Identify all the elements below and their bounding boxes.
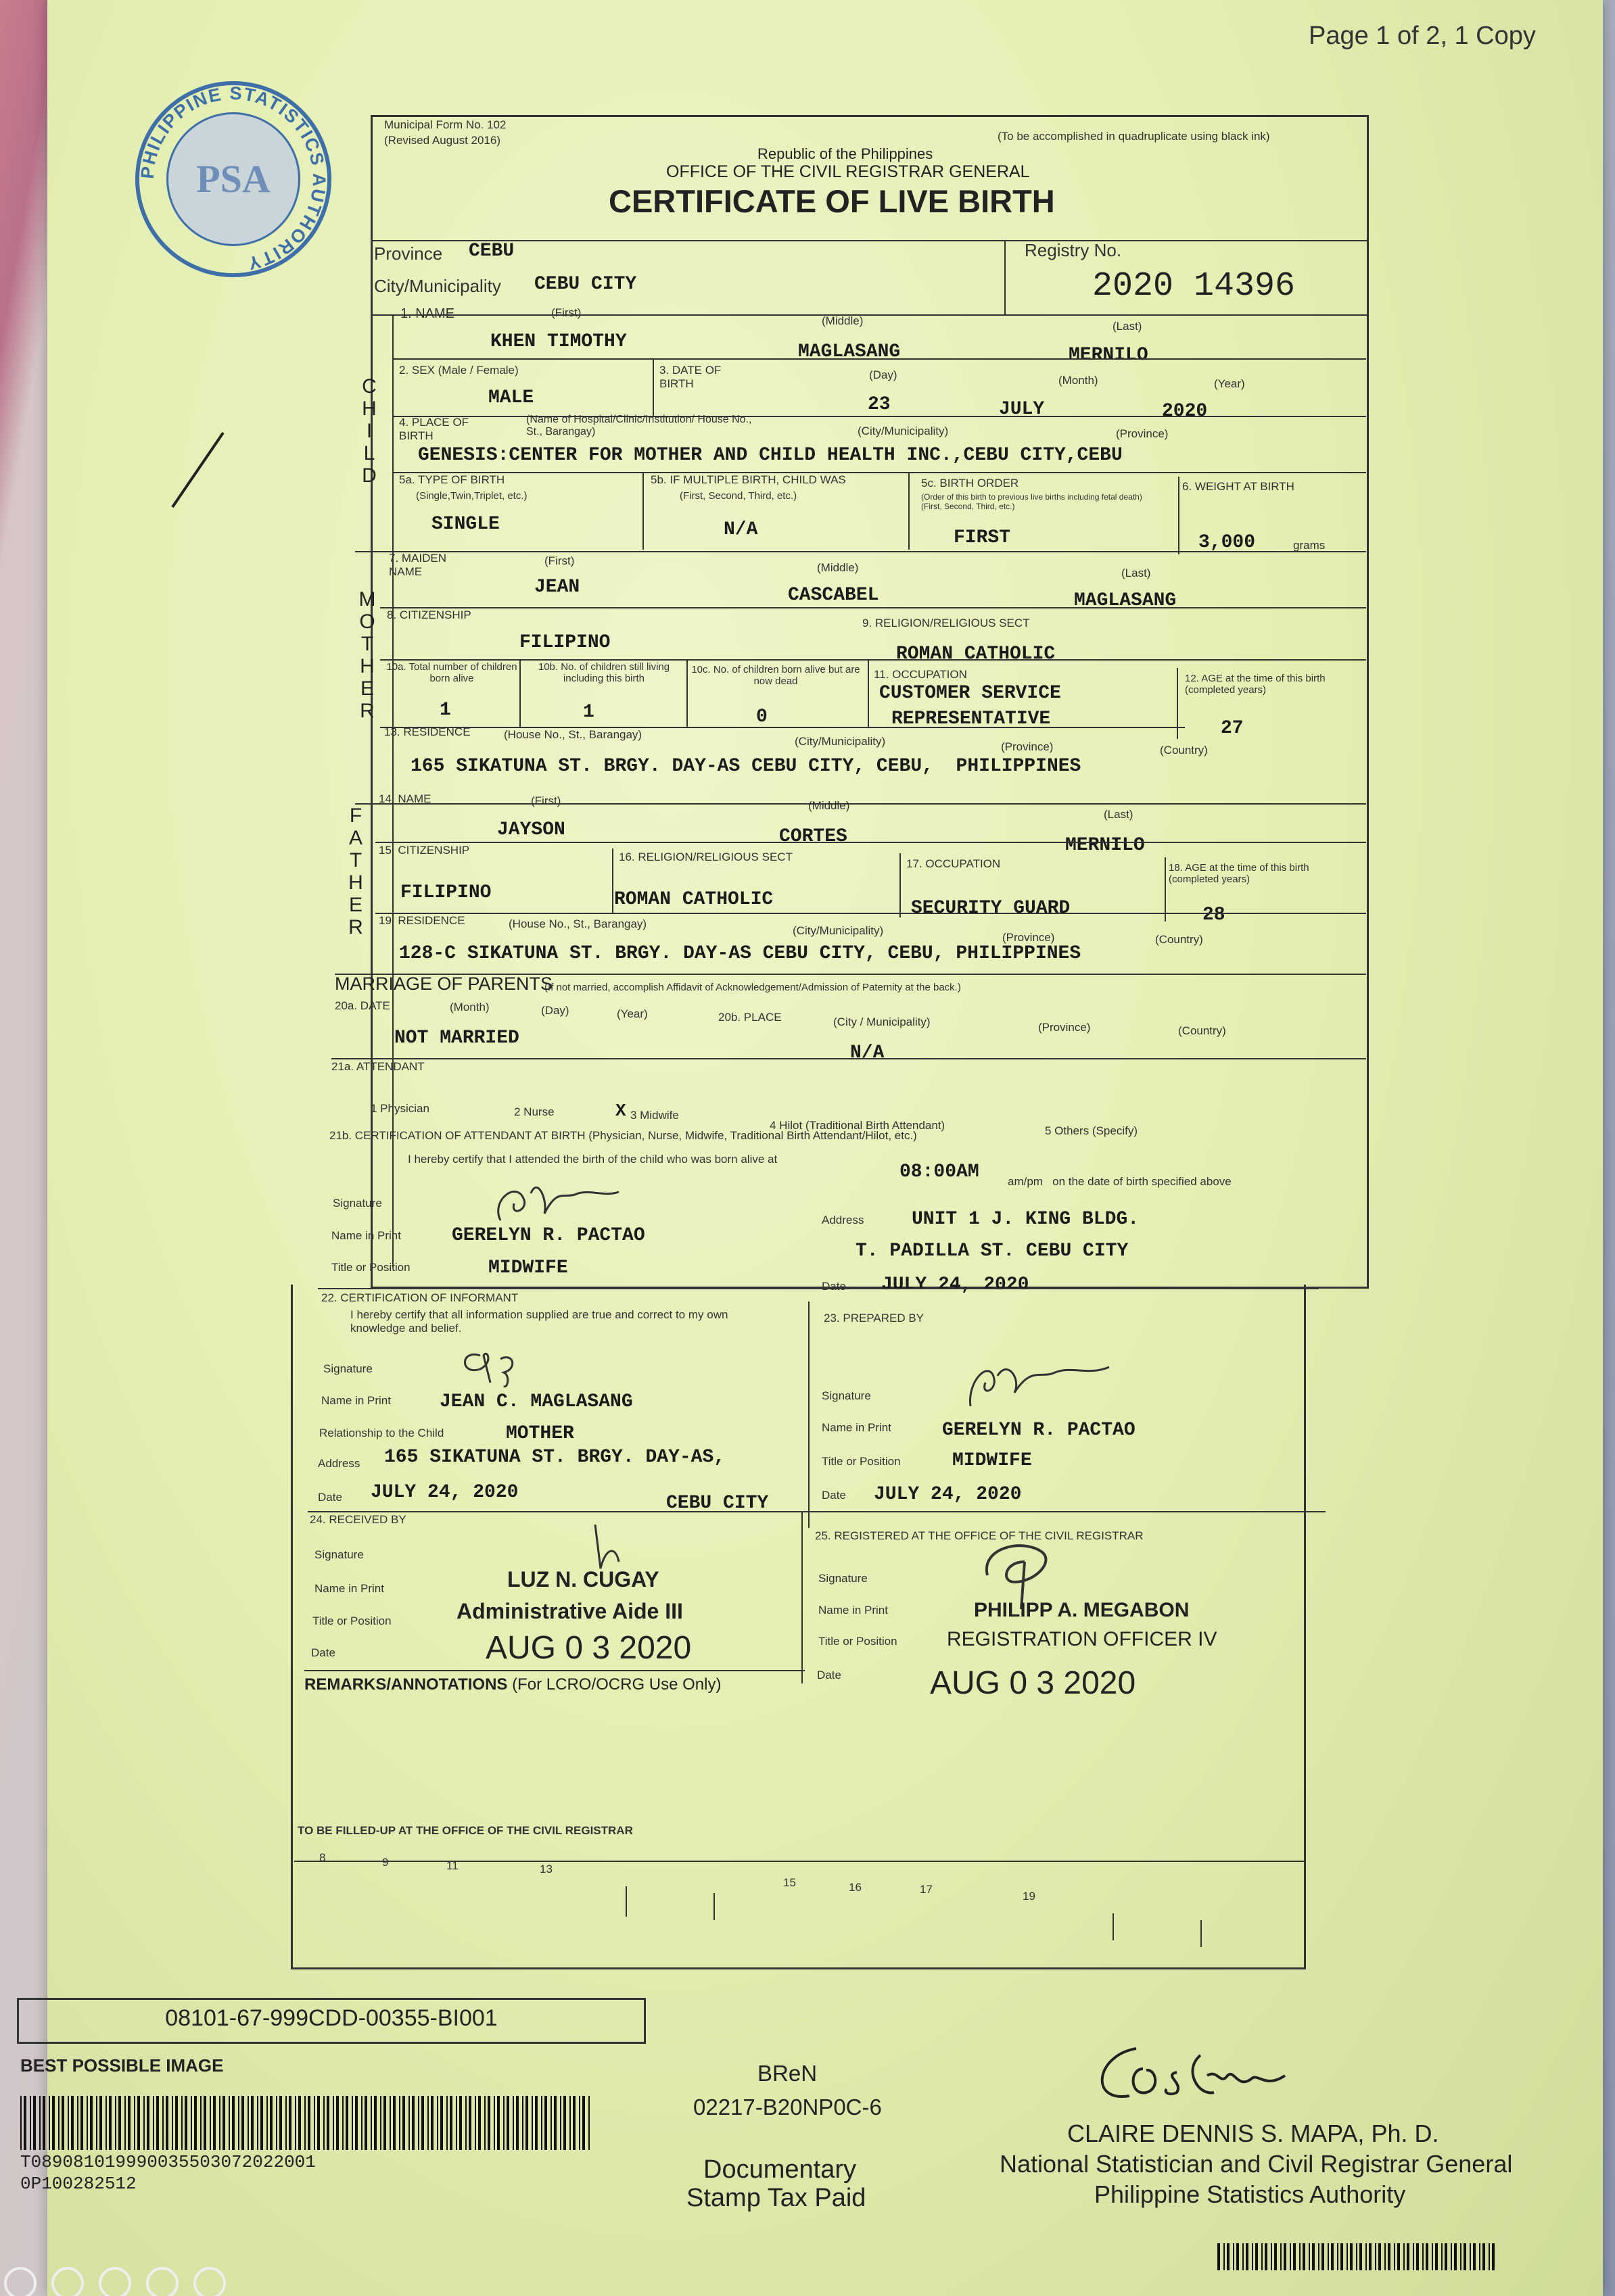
marriage-title: MARRIAGE OF PARENTS	[335, 974, 553, 994]
barcode-bar	[223, 2096, 225, 2150]
child-weight: 3,000	[1198, 532, 1256, 553]
mother-children-dead: 0	[756, 707, 768, 727]
barcode-bar	[260, 2096, 263, 2150]
barcode-bar	[232, 2096, 235, 2150]
barcode-bar	[374, 2096, 377, 2150]
child-multiple-birth: N/A	[724, 519, 758, 540]
barcode-bar	[1464, 2243, 1466, 2270]
bren-code: 02217-B20NP0C-6	[693, 2095, 882, 2120]
barcode-bar	[399, 2096, 400, 2150]
barcode-bar	[484, 2096, 486, 2150]
best-image-label: BEST POSSIBLE IMAGE	[20, 2055, 224, 2076]
barcode-bar	[39, 2096, 41, 2150]
fill-up-label: TO BE FILLED-UP AT THE OFFICE OF THE CIVIL REGISTRAR	[298, 1824, 633, 1837]
statistician-signature	[1082, 2028, 1339, 2116]
barcode-bar	[1460, 2243, 1461, 2270]
barcode-bar	[162, 2096, 164, 2150]
mother-occupation: CUSTOMER SERVICE	[879, 683, 1061, 704]
barcode-bar	[1271, 2243, 1272, 2270]
barcode-bar	[1489, 2243, 1490, 2270]
barcode-bar	[1337, 2243, 1338, 2270]
barcode-bar	[1321, 2243, 1324, 2270]
informant-relationship: MOTHER	[506, 1423, 574, 1444]
father-first-name: JAYSON	[497, 819, 565, 840]
signatory-org: Philippine Statistics Authority	[1094, 2180, 1406, 2208]
received-name: LUZ N. CUGAY	[507, 1567, 659, 1592]
barcode-bar	[1340, 2243, 1343, 2270]
mother-last-name: MAGLASANG	[1074, 590, 1177, 611]
barcode-bar	[427, 2096, 429, 2150]
barcode-bar	[1492, 2243, 1495, 2270]
barcode-bar	[544, 2096, 547, 2150]
barcode-bar	[204, 2096, 206, 2150]
barcode-bar	[115, 2096, 116, 2150]
barcode-bar	[1293, 2243, 1296, 2270]
barcode-bar	[87, 2096, 88, 2150]
barcode-bar	[20, 2096, 22, 2150]
mother-age: 27	[1221, 718, 1244, 739]
barcode-bar	[33, 2096, 36, 2150]
barcode-bar	[323, 2096, 325, 2150]
prepared-date: JULY 24, 2020	[874, 1484, 1022, 1505]
barcode-bar	[1356, 2243, 1357, 2270]
child-birth-order: FIRST	[954, 527, 1011, 548]
signatory-title: National Statistician and Civil Registrar General	[1000, 2150, 1513, 2178]
barcode-bar	[147, 2096, 149, 2150]
barcode-bar	[276, 2096, 277, 2150]
barcode-bar	[314, 2096, 315, 2150]
reference-number: 08101-67-999CDD-00355-BI001	[165, 2005, 498, 2031]
barcode-bar	[1479, 2243, 1480, 2270]
barcode-bar	[106, 2096, 107, 2150]
barcode-bar	[371, 2096, 372, 2150]
psa-seal: PSA PHILIPPINE STATISTICS AUTHORITY	[135, 81, 331, 277]
barcode-bar	[352, 2096, 353, 2150]
received-date: AUG 0 3 2020	[486, 1630, 692, 1666]
barcode-bar	[43, 2096, 45, 2150]
barcode-bar	[1394, 2243, 1395, 2270]
barcode-bar	[336, 2096, 339, 2150]
child-birth-year: 2020	[1162, 401, 1208, 422]
barcode-bar	[1432, 2243, 1433, 2270]
mother-residence: 165 SIKATUNA ST. BRGY. DAY-AS CEBU CITY, CEBU, PHILIPPINES	[411, 756, 1081, 777]
mother-side-label: M O T H E R	[358, 588, 376, 722]
barcode-bar	[308, 2096, 310, 2150]
barcode-bar	[437, 2096, 438, 2150]
informant-address-2: CEBU CITY	[666, 1493, 769, 1514]
barcode-bar	[1454, 2243, 1457, 2270]
barcode-bar	[238, 2096, 239, 2150]
child-place-of-birth: GENESIS:CENTER FOR MOTHER AND CHILD HEALTH INC.,CEBU CITY,CEBU	[418, 445, 1123, 466]
barcode-bar	[181, 2096, 183, 2150]
barcode-bar	[270, 2096, 273, 2150]
barcode-bar	[80, 2096, 83, 2150]
seal-ring-text: PHILIPPINE STATISTICS AUTHORITY	[137, 82, 330, 274]
barcode-bar	[24, 2096, 26, 2150]
informant-address-1: 165 SIKATUNA ST. BRGY. DAY-AS,	[384, 1447, 726, 1468]
small-barcode	[1217, 2243, 1501, 2270]
border-pattern	[0, 2262, 230, 2296]
barcode-bar	[1223, 2243, 1225, 2270]
page-note: Page 1 of 2, 1 Copy	[1309, 22, 1536, 50]
attendant-midwife-mark: X	[615, 1101, 626, 1121]
barcode-bar	[99, 2096, 102, 2150]
barcode-bar	[456, 2096, 457, 2150]
barcode-bar	[327, 2096, 329, 2150]
child-middle-name: MAGLASANG	[798, 341, 901, 362]
barcode-bar	[1403, 2243, 1405, 2270]
barcode-bar	[248, 2096, 249, 2150]
barcode-bar	[1303, 2243, 1305, 2270]
barcode-bar	[109, 2096, 112, 2150]
barcode-bar	[1359, 2243, 1362, 2270]
informant-date: JULY 24, 2020	[371, 1482, 519, 1503]
mother-middle-name: CASCABEL	[788, 585, 879, 606]
barcode-bar	[251, 2096, 254, 2150]
barcode-bar	[525, 2096, 528, 2150]
barcode-bar	[1482, 2243, 1485, 2270]
barcode-bar	[1261, 2243, 1263, 2270]
child-type-of-birth: SINGLE	[431, 514, 500, 535]
barcode-bar	[1369, 2243, 1372, 2270]
barcode-bar	[62, 2096, 64, 2150]
mother-religion: ROMAN CATHOLIC	[896, 644, 1056, 665]
barcode-bar	[516, 2096, 519, 2150]
barcode-bar	[90, 2096, 93, 2150]
barcode-bar	[582, 2096, 585, 2150]
attendant-name: GERELYN R. PACTAO	[452, 1225, 645, 1246]
barcode-bar	[365, 2096, 367, 2150]
barcode-bar	[1397, 2243, 1400, 2270]
father-religion: ROMAN CATHOLIC	[614, 889, 774, 910]
barcode-bar	[219, 2096, 220, 2150]
barcode-bar	[573, 2096, 576, 2150]
barcode-number-2: 0P100282512	[20, 2174, 137, 2194]
republic: Republic of the Philippines	[757, 145, 933, 162]
barcode-bar	[469, 2096, 471, 2150]
office: OFFICE OF THE CIVIL REGISTRAR GENERAL	[666, 162, 1030, 181]
barcode-bar	[361, 2096, 362, 2150]
marriage-place: N/A	[850, 1043, 885, 1063]
barcode-bar	[1236, 2243, 1239, 2270]
barcode-bar	[30, 2096, 31, 2150]
barcode-bar	[279, 2096, 282, 2150]
barcode-bar	[1265, 2243, 1267, 2270]
pen-mark	[166, 426, 233, 514]
barcode-bar	[393, 2096, 396, 2150]
attendant-address-1: UNIT 1 J. KING BLDG.	[912, 1209, 1140, 1230]
barcode-bar	[588, 2096, 590, 2150]
barcode-bar	[134, 2096, 135, 2150]
barcode-bar	[1470, 2243, 1471, 2270]
barcode-bar	[563, 2096, 566, 2150]
stamp-tax-1: Documentary	[703, 2155, 856, 2184]
barcode-bar	[551, 2096, 552, 2150]
barcode-bar	[52, 2096, 55, 2150]
barcode-bar	[1280, 2243, 1282, 2270]
barcode-bar	[431, 2096, 434, 2150]
father-middle-name: CORTES	[779, 826, 847, 847]
barcode-bar	[1274, 2243, 1277, 2270]
barcode-bar	[1227, 2243, 1230, 2270]
barcode-bar	[289, 2096, 291, 2150]
barcode-bar	[210, 2096, 211, 2150]
child-side-label: C H I L D	[362, 375, 377, 487]
attendant-title: MIDWIFE	[488, 1258, 568, 1278]
registered-title: REGISTRATION OFFICER IV	[947, 1628, 1217, 1650]
barcode-bar	[513, 2096, 514, 2150]
prepared-signature	[957, 1352, 1119, 1413]
barcode-bar	[355, 2096, 358, 2150]
barcode-bar	[346, 2096, 348, 2150]
barcode-bar	[257, 2096, 258, 2150]
form-border-bottom	[291, 1285, 1306, 1969]
barcode-bar	[213, 2096, 216, 2150]
barcode-bar	[522, 2096, 523, 2150]
father-residence: 128-C SIKATUNA ST. BRGY. DAY-AS CEBU CITY, CEBU, PHILIPPINES	[399, 943, 1081, 964]
barcode-bar	[1445, 2243, 1447, 2270]
barcode-bar	[1365, 2243, 1367, 2270]
barcode-bar	[266, 2096, 268, 2150]
barcode-bar	[541, 2096, 542, 2150]
barcode-bar	[1388, 2243, 1390, 2270]
province-value: CEBU	[469, 241, 515, 262]
barcode-bar	[1441, 2243, 1443, 2270]
barcode-bar	[1422, 2243, 1424, 2270]
child-last-name: MERNILO	[1069, 345, 1148, 366]
remarks-label: REMARKS/ANNOTATIONS (For LCRO/OCRG Use Only)	[304, 1675, 722, 1694]
signatory-name: CLAIRE DENNIS S. MAPA, Ph. D.	[1067, 2120, 1439, 2147]
barcode-bar	[380, 2096, 381, 2150]
barcode-bar	[446, 2096, 448, 2150]
barcode-bar	[342, 2096, 344, 2150]
barcode-bar	[1435, 2243, 1438, 2270]
barcode-bar	[1451, 2243, 1452, 2270]
barcode-bar	[497, 2096, 500, 2150]
barcode-bar	[1375, 2243, 1376, 2270]
father-last-name: MERNILO	[1065, 835, 1145, 856]
barcode-bar	[1233, 2243, 1234, 2270]
father-occupation: SECURITY GUARD	[911, 898, 1071, 919]
registry-number: 2020 14396	[1092, 267, 1296, 306]
barcode-bar	[317, 2096, 320, 2150]
barcode-bar	[71, 2096, 74, 2150]
bren-label: BReN	[757, 2061, 818, 2086]
svg-text:PHILIPPINE STATISTICS AUTHORIT	[137, 83, 329, 274]
barcode-bar	[185, 2096, 187, 2150]
barcode-bar	[1217, 2243, 1220, 2270]
father-side-label: F A T H E R	[348, 805, 363, 938]
barcode-bar	[465, 2096, 467, 2150]
attendant-signature	[484, 1173, 639, 1227]
reference-box	[17, 1998, 646, 2044]
barcode-bar	[77, 2096, 78, 2150]
barcode-bar	[194, 2096, 197, 2150]
form-instruction: (To be accomplished in quadruplicate using black ink)	[998, 130, 1270, 143]
barcode-bar	[579, 2096, 580, 2150]
informant-name: JEAN C. MAGLASANG	[440, 1391, 633, 1412]
barcode-bar	[68, 2096, 69, 2150]
barcode-bar	[1416, 2243, 1419, 2270]
barcode-bar	[137, 2096, 140, 2150]
barcode-bar	[1290, 2243, 1291, 2270]
child-birth-day: 23	[868, 394, 891, 415]
mother-occupation-2: REPRESENTATIVE	[891, 709, 1051, 730]
barcode-bar	[488, 2096, 490, 2150]
barcode-bar	[503, 2096, 505, 2150]
child-first-name: KHEN TIMOTHY	[490, 331, 627, 352]
barcode-bar	[156, 2096, 159, 2150]
barcode-bar	[200, 2096, 202, 2150]
form-revised: (Revised August 2016)	[384, 134, 500, 147]
child-birth-month: JULY	[999, 399, 1045, 420]
barcode-bar	[532, 2096, 533, 2150]
barcode-bar	[450, 2096, 452, 2150]
child-sex: MALE	[488, 387, 534, 408]
barcode-bar	[1252, 2243, 1253, 2270]
barcode-bar	[402, 2096, 405, 2150]
barcode-bar	[569, 2096, 571, 2150]
barcode-bar	[421, 2096, 424, 2150]
barcode-bar	[241, 2096, 244, 2150]
barcode-bar	[49, 2096, 50, 2150]
barcode-bar	[1350, 2243, 1353, 2270]
barcode-bar	[1312, 2243, 1315, 2270]
barcode-bar	[494, 2096, 495, 2150]
barcode-bar	[1378, 2243, 1381, 2270]
attendant-address-2: T. PADILLA ST. CEBU CITY	[856, 1241, 1129, 1262]
stamp-tax-2: Stamp Tax Paid	[686, 2184, 866, 2212]
barcode-bar	[175, 2096, 178, 2150]
barcode-bar	[390, 2096, 391, 2150]
barcode-bar	[1299, 2243, 1301, 2270]
barcode-bar	[172, 2096, 173, 2150]
barcode-bar	[1318, 2243, 1319, 2270]
attendant-date: JULY 24, 2020	[881, 1274, 1029, 1295]
barcode-bar	[1426, 2243, 1428, 2270]
barcode-bar	[333, 2096, 334, 2150]
informant-signature	[453, 1342, 534, 1396]
barcode	[20, 2096, 595, 2150]
barcode-bar	[440, 2096, 443, 2150]
barcode-bar	[1255, 2243, 1258, 2270]
barcode-bar	[535, 2096, 538, 2150]
barcode-bar	[96, 2096, 97, 2150]
barcode-bar	[229, 2096, 230, 2150]
father-citizenship: FILIPINO	[400, 882, 492, 903]
registered-name: PHILIPP A. MEGABON	[974, 1599, 1190, 1621]
barcode-bar	[507, 2096, 509, 2150]
attendant-birth-time: 08:00AM	[899, 1162, 979, 1182]
mother-children-born-alive: 1	[440, 700, 451, 721]
barcode-bar	[475, 2096, 476, 2150]
barcode-bar	[1407, 2243, 1409, 2270]
form-number: Municipal Form No. 102	[384, 118, 507, 131]
barcode-bar	[1309, 2243, 1310, 2270]
received-title: Administrative Aide III	[457, 1599, 683, 1623]
barcode-bar	[143, 2096, 145, 2150]
barcode-bar	[298, 2096, 301, 2150]
barcode-bar	[118, 2096, 121, 2150]
barcode-bar	[191, 2096, 192, 2150]
barcode-bar	[1347, 2243, 1348, 2270]
form-title: CERTIFICATE OF LIVE BIRTH	[609, 183, 1055, 219]
barcode-bar	[128, 2096, 131, 2150]
barcode-bar	[1246, 2243, 1248, 2270]
prepared-title: MIDWIFE	[952, 1450, 1032, 1471]
city-value: CEBU CITY	[534, 274, 637, 295]
barcode-bar	[1473, 2243, 1476, 2270]
barcode-bar	[1413, 2243, 1414, 2270]
prepared-name: GERELYN R. PACTAO	[942, 1420, 1136, 1441]
barcode-bar	[560, 2096, 561, 2150]
barcode-bar	[166, 2096, 168, 2150]
mother-children-living: 1	[583, 702, 594, 723]
barcode-bar	[418, 2096, 419, 2150]
barcode-bar	[408, 2096, 410, 2150]
barcode-bar	[383, 2096, 386, 2150]
barcode-bar	[58, 2096, 60, 2150]
marriage-date: NOT MARRIED	[394, 1028, 519, 1049]
mother-first-name: JEAN	[534, 577, 580, 598]
barcode-bar	[1384, 2243, 1386, 2270]
barcode-bar	[285, 2096, 287, 2150]
barcode-bar	[412, 2096, 415, 2150]
barcode-number: T0890810199900355030720220​01	[20, 2152, 316, 2172]
barcode-bar	[124, 2096, 126, 2150]
barcode-bar	[1328, 2243, 1329, 2270]
barcode-bar	[1242, 2243, 1244, 2270]
barcode-bar	[459, 2096, 462, 2150]
barcode-bar	[295, 2096, 296, 2150]
mother-citizenship: FILIPINO	[519, 632, 611, 653]
barcode-bar	[1284, 2243, 1286, 2270]
registered-date: AUG 0 3 2020	[930, 1665, 1136, 1701]
barcode-bar	[1331, 2243, 1334, 2270]
barcode-bar	[153, 2096, 154, 2150]
father-age: 28	[1202, 905, 1225, 926]
barcode-bar	[304, 2096, 306, 2150]
barcode-bar	[554, 2096, 557, 2150]
barcode-bar	[478, 2096, 481, 2150]
